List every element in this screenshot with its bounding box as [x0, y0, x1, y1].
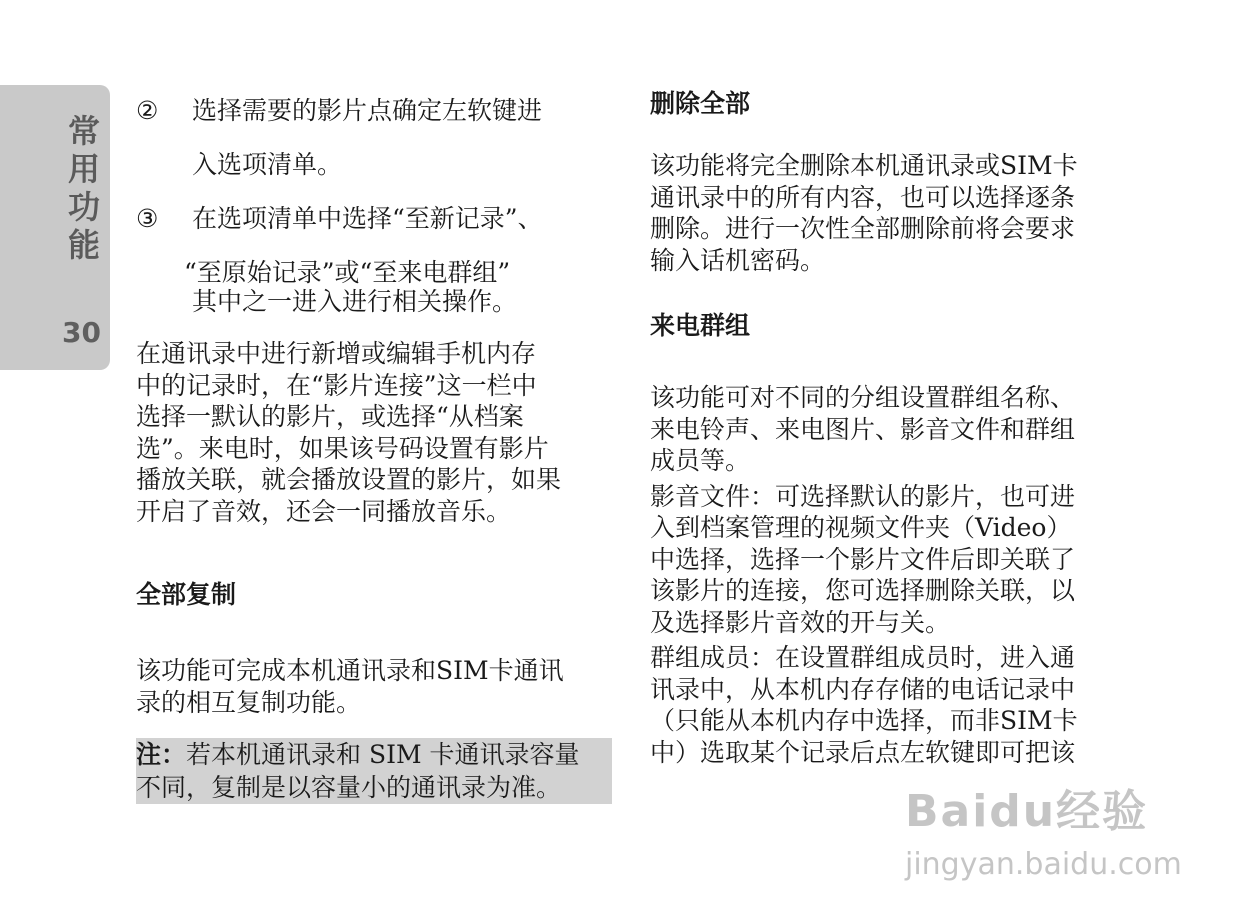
- paragraph-line: 来电铃声、来电图片、影音文件和群组: [650, 414, 1076, 444]
- paragraph-line: 输入话机密码。: [650, 245, 826, 275]
- paragraph-line: 该影片的连接，您可选择删除关联，以: [650, 576, 1076, 605]
- step-2: [136, 84, 616, 192]
- paragraph-line: 中选择，选择一个影片文件后即关联了: [650, 544, 1076, 574]
- watermark-url: jingyan.baidu.com: [905, 847, 1182, 882]
- group-member-description: [650, 642, 1130, 768]
- watermark-logo-text: Baidu经验: [905, 786, 1149, 837]
- chapter-title-char: 常: [67, 112, 100, 150]
- paragraph-line: 及选择影片音效的开与关。: [650, 607, 951, 637]
- delete-all-description: [650, 150, 1130, 276]
- paragraph-line: 影音文件：可选择默认的影片，也可进: [650, 481, 1076, 511]
- paragraph-line: 该功能将完全删除本机通讯录或SIM卡: [650, 151, 1078, 180]
- paragraph-line: 播放关联，就会播放设置的影片，如果: [136, 465, 562, 494]
- paragraph-line: 录的相互复制功能。: [136, 687, 362, 717]
- note-line-2: 不同，复制是以容量小的通讯录为准。: [136, 773, 562, 802]
- paragraph-line: 选择一默认的影片，或选择“从档案: [136, 402, 524, 431]
- note-label: 注：: [136, 740, 187, 769]
- step-3-line-3: 其中之一进入进行相关操作。: [192, 287, 518, 316]
- paragraph-line: 成员等。: [650, 446, 751, 475]
- paragraph-line: 该功能可对不同的分组设置群组名称、: [650, 383, 1076, 412]
- copy-all-heading: 全部复制: [136, 580, 237, 609]
- paragraph-line: 讯录中，从本机内存存储的电话记录中: [650, 674, 1076, 704]
- note-box: [136, 738, 612, 804]
- chapter-title-char: 用: [67, 150, 100, 188]
- chapter-title: [60, 112, 108, 264]
- caller-group-heading: 来电群组: [650, 311, 751, 340]
- step-2-line-1: 选择需要的影片点确定左软键进: [192, 96, 543, 125]
- paragraph-line: 群组成员：在设置群组成员时，进入通: [650, 643, 1076, 672]
- paragraph-line: 该功能可完成本机通讯录和SIM卡通讯: [136, 656, 564, 685]
- chapter-title-char: 能: [67, 226, 100, 264]
- paragraph-line: 删除。进行一次性全部删除前将会要求: [650, 214, 1076, 243]
- watermark: [905, 775, 1182, 882]
- paragraph-line: （只能从本机内存中选择，而非SIM卡: [650, 706, 1078, 735]
- right-column: [650, 84, 1130, 768]
- page-number: 30: [62, 316, 101, 349]
- note-line-1: [136, 738, 608, 771]
- paragraph-line: 入到档案管理的视频文件夹（Video）: [650, 513, 1072, 542]
- step-3-line-1: 在选项清单中选择“至新记录”、: [192, 204, 543, 233]
- left-column: [136, 84, 616, 804]
- paragraph-line: 中）选取某个记录后点左软键即可把该: [650, 737, 1076, 767]
- copy-all-description: [136, 655, 616, 718]
- step-2-line-2: 入选项清单。: [192, 150, 343, 179]
- contacts-paragraph: [136, 338, 616, 527]
- paragraph-line: 通讯录中的所有内容，也可以选择逐条: [650, 182, 1076, 212]
- step-2-number: ②: [136, 96, 159, 125]
- chapter-title-char: 功: [67, 188, 100, 226]
- media-file-description: [650, 481, 1130, 639]
- note-text: 若本机通讯录和 SIM 卡通讯录容量: [186, 740, 580, 769]
- paragraph-line: 选”。来电时，如果该号码设置有影片: [136, 433, 549, 463]
- delete-all-heading: 删除全部: [650, 89, 751, 118]
- paragraph-line: 开启了音效，还会一同播放音乐。: [136, 496, 512, 526]
- paragraph-line: 中的记录时，在“影片连接”这一栏中: [136, 370, 537, 400]
- caller-group-description: [650, 382, 1130, 477]
- step-3-line-2: “至原始记录”或“至来电群组”: [184, 258, 511, 287]
- step-3: [136, 192, 616, 316]
- step-3-number: ③: [136, 204, 159, 233]
- paragraph-line: 在通讯录中进行新增或编辑手机内存: [136, 339, 537, 368]
